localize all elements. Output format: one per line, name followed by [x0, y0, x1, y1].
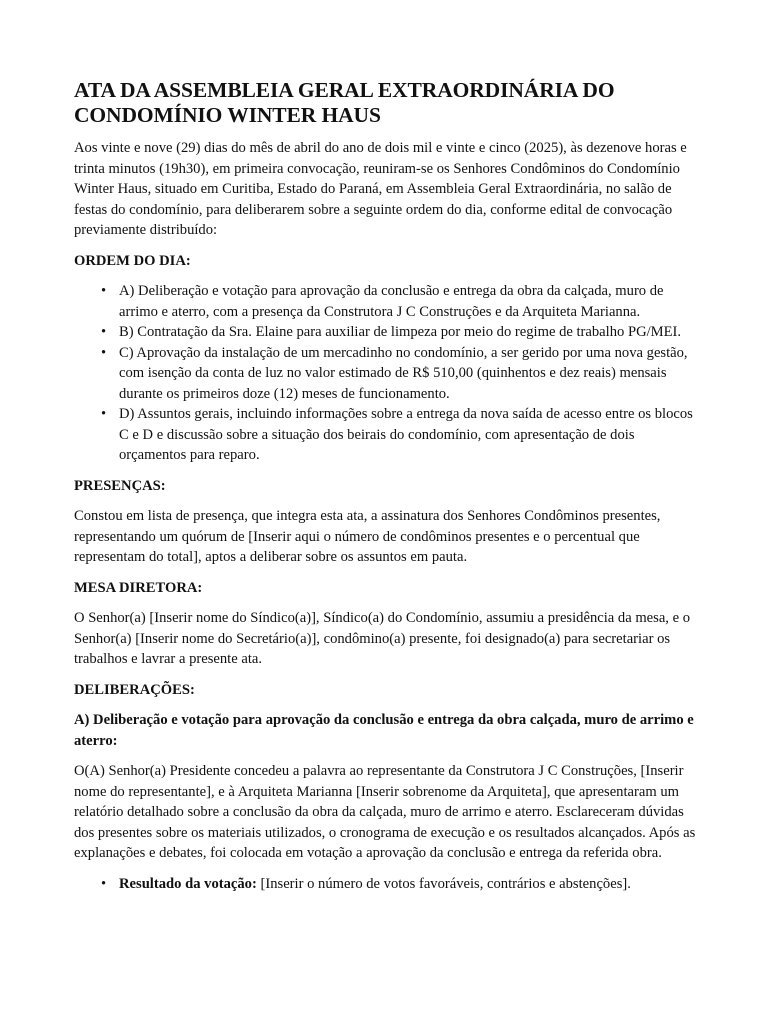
- intro-paragraph: Aos vinte e nove (29) dias do mês de abril do ano de dois mil e vinte e cinco (2025), às dezenove horas e trinta minutos (19h30), em primeira convocação, reuniram-se os Senhores Condôminos do Condomínio Winter Haus, situado em Curitiba, Estado do Paraná, em Assembleia Geral Extraordinária, no salão de festas do condomínio, para deliberarem sobre a seguinte ordem do dia, conforme edital de convocação previamente distribuído:: [74, 140, 687, 238]
- agenda-item-d: • D) Assuntos gerais, incluindo informações sobre a entrega da nova saída de acesso entre os blocos C e D e discussão sobre a situação dos beirais do condomínio, com apresentação de dois orçamentos para reparo.: [119, 404, 696, 466]
- document-title: ATA DA ASSEMBLEIA GERAL EXTRAORDINÁRIA DO CONDOMÍNIO WINTER HAUS: [74, 78, 615, 127]
- vote-result-label: Resultado da votação:: [119, 875, 257, 892]
- vote-result-text: [Inserir o número de votos favoráveis, contrários e abstenções].: [256, 875, 631, 892]
- vote-result-item: [119, 874, 696, 895]
- deliberation-a-paragraph: O(A) Senhor(a) Presidente concedeu a palavra ao representante da Construtora J C Construções, [Inserir nome do representante], e à Arquiteta Marianna [Inserir sobrenome da Arquiteta], que apresentaram um relatório detalhado sobre a conclusão da obra da calçada, muro de arrimo e aterro. Esclareceram dúvidas dos presentes sobre os materiais utilizados, o cronograma de execução e os resultados alcançados. Após as explanações e debates, foi colocada em votação a aprovação da conclusão e entrega da referida obra.: [74, 763, 696, 861]
- vote-result-list: [74, 874, 696, 895]
- agenda-list: [74, 281, 696, 466]
- agenda-item-c: • C) Aprovação da instalação de um mercadinho no condomínio, a ser gerido por uma nova gestão, com isenção da conta de luz no valor estimado de R$ 510,00 (quinhentos e dez reais) mensais durante os primeiros doze (12) meses de funcionamento.: [119, 343, 696, 405]
- deliberation-a-heading: A) Deliberação e votação para aprovação da conclusão e entrega da obra calçada, muro de arrimo e aterro:: [74, 712, 694, 749]
- board-paragraph: O Senhor(a) [Inserir nome do Síndico(a)], Síndico(a) do Condomínio, assumiu a presidência da mesa, e o Senhor(a) [Inserir nome do Secretário(a)], condômino(a) presente, foi designado(a) para secretariar os trabalhos e lavrar a presente ata.: [74, 610, 691, 667]
- agenda-item-b: • B) Contratação da Sra. Elaine para auxiliar de limpeza por meio do regime de trabalho PG/MEI.: [119, 322, 696, 343]
- agenda-item-a: • A) Deliberação e votação para aprovação da conclusão e entrega da obra da calçada, muro de arrimo e aterro, com a presença da Construtora J C Construções e da Arquiteta Marianna.: [119, 281, 696, 322]
- presence-paragraph: Constou em lista de presença, que integra esta ata, a assinatura dos Senhores Condôminos presentes, representando um quórum de [Inserir aqui o número de condôminos presentes e o percentual que representam do total], aptos a deliberar sobre os assuntos em pauta.: [74, 508, 661, 565]
- board-heading: MESA DIRETORA:: [74, 579, 203, 596]
- deliberations-heading: DELIBERAÇÕES:: [74, 681, 195, 698]
- presence-heading: PRESENÇAS:: [74, 477, 166, 494]
- agenda-heading: ORDEM DO DIA:: [74, 252, 191, 269]
